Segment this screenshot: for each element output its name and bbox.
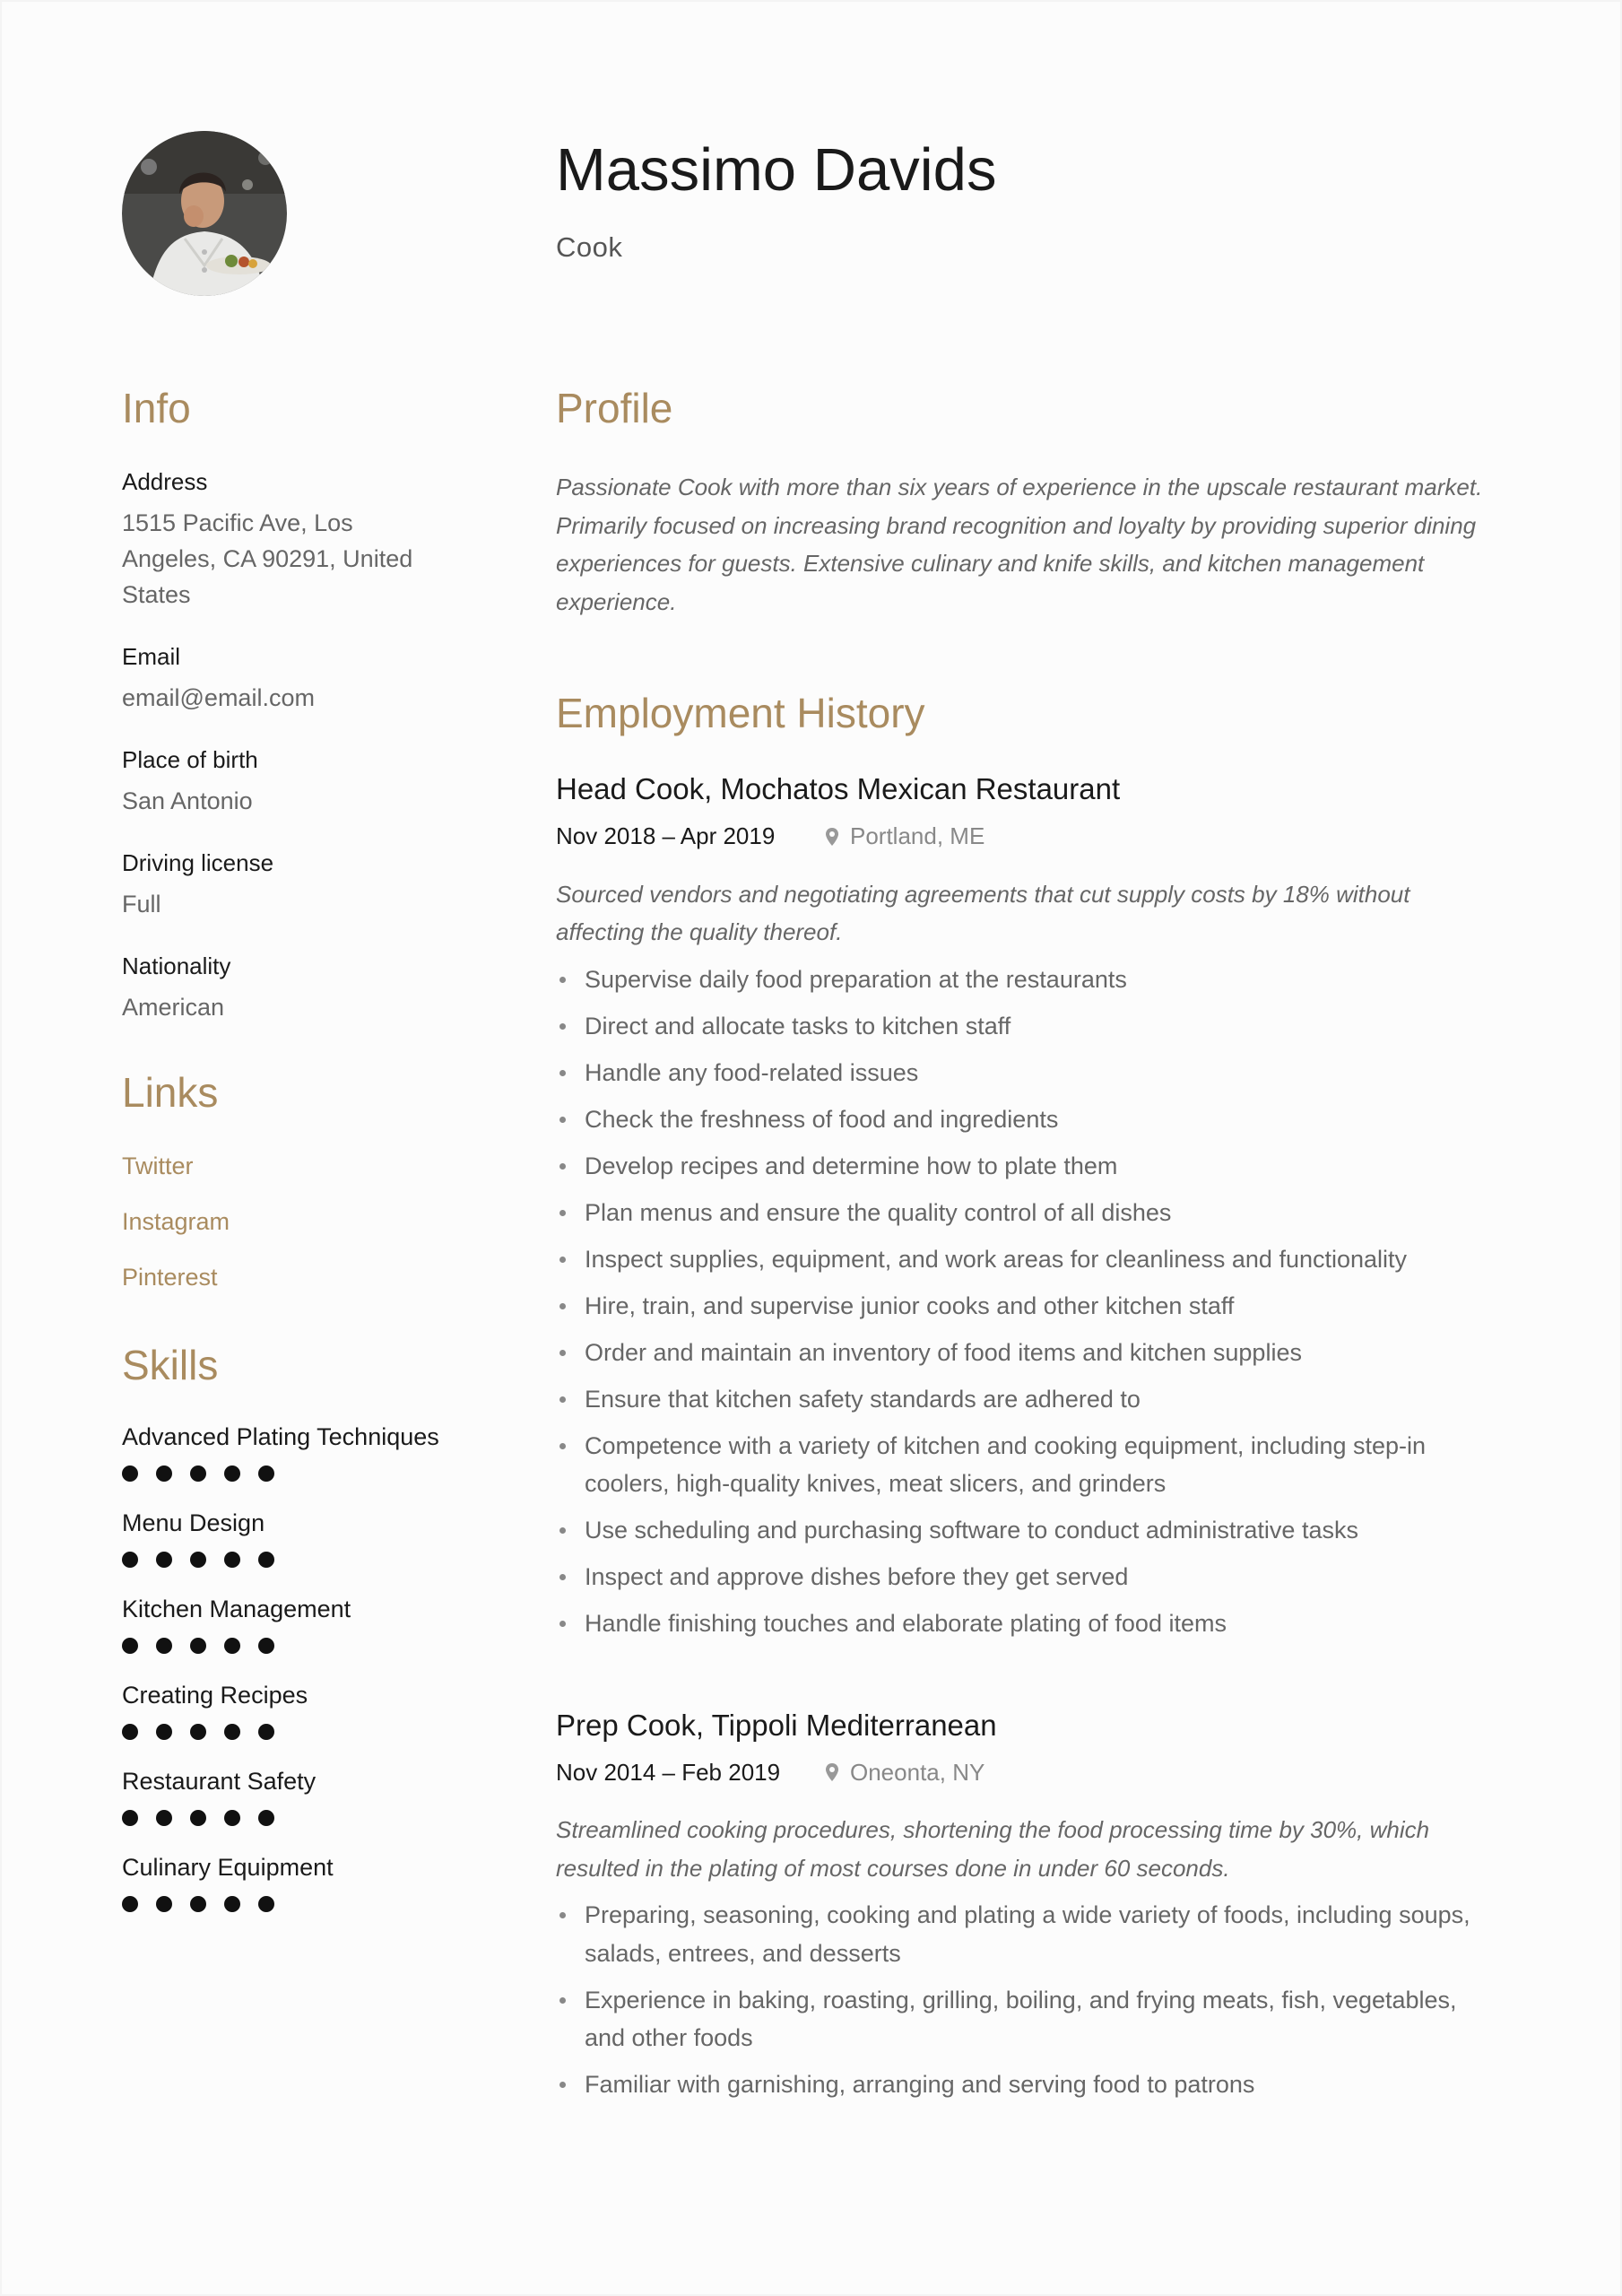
- skill-level-dot: [224, 1638, 240, 1654]
- info-value: email@email.com: [122, 684, 315, 711]
- list-item: Handle finishing touches and elaborate plating of food items: [556, 1605, 1497, 1643]
- info-field-address: [122, 468, 481, 613]
- skill-level-dot: [156, 1724, 172, 1740]
- skill-level-dot: [224, 1552, 240, 1568]
- skill-level-dot: [122, 1638, 138, 1654]
- skill-level-dot: [122, 1810, 138, 1826]
- list-item: Preparing, seasoning, cooking and plating a wide variety of foods, including soups, salads, entrees, and desserts: [556, 1896, 1497, 1972]
- skill-level-dots: [122, 1626, 481, 1665]
- info-field-place-of-birth: [122, 746, 481, 819]
- info-label: Address: [122, 468, 208, 495]
- info-heading: Info: [122, 385, 191, 431]
- job-dates: Nov 2018 – Apr 2019: [556, 822, 776, 850]
- list-item: Supervise daily food preparation at the restaurants: [556, 961, 1497, 999]
- profile-photo: [122, 131, 287, 296]
- resume-page: [2, 2, 1620, 2294]
- skill-level-dot: [122, 1724, 138, 1740]
- skill-level-dots: [122, 1712, 481, 1752]
- list-item: Inspect supplies, equipment, and work areas for cleanliness and functionality: [556, 1240, 1497, 1279]
- skill-level-dot: [156, 1638, 172, 1654]
- info-label: Email: [122, 643, 181, 670]
- skill-level-dot: [224, 1724, 240, 1740]
- job-title: Head Cook, Mochatos Mexican Restaurant: [556, 772, 1121, 805]
- info-value: Full: [122, 891, 161, 918]
- skill-level-dot: [156, 1552, 172, 1568]
- link-instagram[interactable]: Instagram: [122, 1208, 230, 1235]
- list-item: Develop recipes and determine how to plate them: [556, 1147, 1497, 1186]
- employment-heading: Employment History: [556, 690, 925, 736]
- info-label: Nationality: [122, 952, 231, 979]
- location-pin-icon: [825, 1762, 839, 1782]
- skill-level-dot: [122, 1552, 138, 1568]
- skill-item: [122, 1764, 481, 1838]
- skill-item: [122, 1850, 481, 1924]
- skill-level-dot: [190, 1810, 206, 1826]
- info-label: Place of birth: [122, 746, 258, 773]
- job-meta: [556, 822, 1497, 852]
- info-value: 1515 Pacific Ave, Los Angeles, CA 90291, United States: [122, 509, 413, 608]
- skill-item: [122, 1592, 481, 1665]
- skill-level-dot: [190, 1896, 206, 1912]
- list-item: Experience in baking, roasting, grilling, boiling, and frying meats, fish, vegetables, and other foods: [556, 1981, 1497, 2057]
- skill-name: Menu Design: [122, 1509, 265, 1536]
- skill-level-dot: [190, 1724, 206, 1740]
- list-item: Handle any food-related issues: [556, 1054, 1497, 1092]
- info-value: San Antonio: [122, 787, 253, 814]
- list-item: Plan menus and ensure the quality control of all dishes: [556, 1194, 1497, 1232]
- skill-item: [122, 1506, 481, 1579]
- link-pinterest[interactable]: Pinterest: [122, 1264, 218, 1291]
- skill-name: Advanced Plating Techniques: [122, 1423, 439, 1450]
- job-location: Portland, ME: [850, 822, 985, 850]
- list-item: Use scheduling and purchasing software to conduct administrative tasks: [556, 1511, 1497, 1550]
- info-field-email: [122, 643, 481, 716]
- list-item: Familiar with garnishing, arranging and serving food to patrons: [556, 2066, 1497, 2104]
- candidate-name: Massimo Davids: [556, 136, 997, 204]
- profile-heading: Profile: [556, 385, 673, 431]
- candidate-job-title: Cook: [556, 231, 623, 263]
- job-duties-list: [556, 1896, 1497, 2104]
- job-achievement: Streamlined cooking procedures, shortening the food processing time by 30%, which resulted in the plating of most courses done in under 60 seconds.: [556, 1816, 1430, 1882]
- skill-level-dot: [258, 1810, 274, 1826]
- skill-level-dot: [156, 1465, 172, 1482]
- list-item: Order and maintain an inventory of food items and kitchen supplies: [556, 1334, 1497, 1372]
- list-item: Inspect and approve dishes before they get served: [556, 1558, 1497, 1596]
- info-field-driving-license: [122, 849, 481, 922]
- skill-name: Restaurant Safety: [122, 1768, 317, 1795]
- info-label: Driving license: [122, 849, 274, 876]
- skill-level-dot: [258, 1724, 274, 1740]
- skill-level-dot: [224, 1896, 240, 1912]
- list-item: Check the freshness of food and ingredients: [556, 1100, 1497, 1139]
- info-field-nationality: [122, 952, 481, 1025]
- skill-level-dots: [122, 1540, 481, 1579]
- skill-level-dot: [258, 1638, 274, 1654]
- skill-item: [122, 1678, 481, 1752]
- list-item: Hire, train, and supervise junior cooks and other kitchen staff: [556, 1287, 1497, 1326]
- job-entry: [556, 771, 1497, 1643]
- links-heading: Links: [122, 1069, 219, 1116]
- skill-level-dot: [258, 1465, 274, 1482]
- skill-item: [122, 1420, 481, 1493]
- skill-level-dot: [122, 1896, 138, 1912]
- skill-name: Culinary Equipment: [122, 1854, 334, 1881]
- skill-level-dots: [122, 1454, 481, 1493]
- info-value: American: [122, 994, 225, 1021]
- job-location: Oneonta, NY: [850, 1758, 985, 1786]
- skill-name: Kitchen Management: [122, 1596, 351, 1622]
- sidebar: [122, 387, 481, 1936]
- job-achievement: Sourced vendors and negotiating agreements that cut supply costs by 18% without affecting the quality thereof.: [556, 880, 1410, 946]
- skill-level-dots: [122, 1884, 481, 1924]
- job-dates: Nov 2014 – Feb 2019: [556, 1758, 781, 1786]
- skill-level-dot: [156, 1810, 172, 1826]
- skill-level-dot: [258, 1552, 274, 1568]
- skill-level-dot: [224, 1810, 240, 1826]
- list-item: Direct and allocate tasks to kitchen staff: [556, 1007, 1497, 1046]
- job-duties-list: [556, 961, 1497, 1643]
- skills-list: [122, 1420, 481, 1924]
- list-item: Ensure that kitchen safety standards are adhered to: [556, 1380, 1497, 1419]
- job-meta: [556, 1757, 1497, 1787]
- skill-level-dot: [156, 1896, 172, 1912]
- skill-level-dot: [190, 1552, 206, 1568]
- job-entry: [556, 1708, 1497, 2104]
- skills-heading: Skills: [122, 1342, 219, 1388]
- skill-level-dot: [190, 1638, 206, 1654]
- profile-summary: Passionate Cook with more than six years of experience in the upscale restaurant market. Primarily focused on increasing brand recognition and loyalty by providing superior dining experiences for guests. Extensive culinary and knife skills, and kitchen management experience.: [556, 474, 1483, 615]
- location-pin-icon: [825, 827, 839, 847]
- skill-level-dot: [258, 1896, 274, 1912]
- skill-level-dot: [190, 1465, 206, 1482]
- skill-level-dots: [122, 1798, 481, 1838]
- main-content: [556, 387, 1497, 2112]
- list-item: Competence with a variety of kitchen and cooking equipment, including step-in coolers, high-quality knives, meat slicers, and grinders: [556, 1427, 1497, 1503]
- skill-level-dot: [224, 1465, 240, 1482]
- skill-level-dot: [122, 1465, 138, 1482]
- job-title: Prep Cook, Tippoli Mediterranean: [556, 1708, 997, 1742]
- skill-name: Creating Recipes: [122, 1682, 308, 1709]
- link-twitter[interactable]: Twitter: [122, 1152, 194, 1179]
